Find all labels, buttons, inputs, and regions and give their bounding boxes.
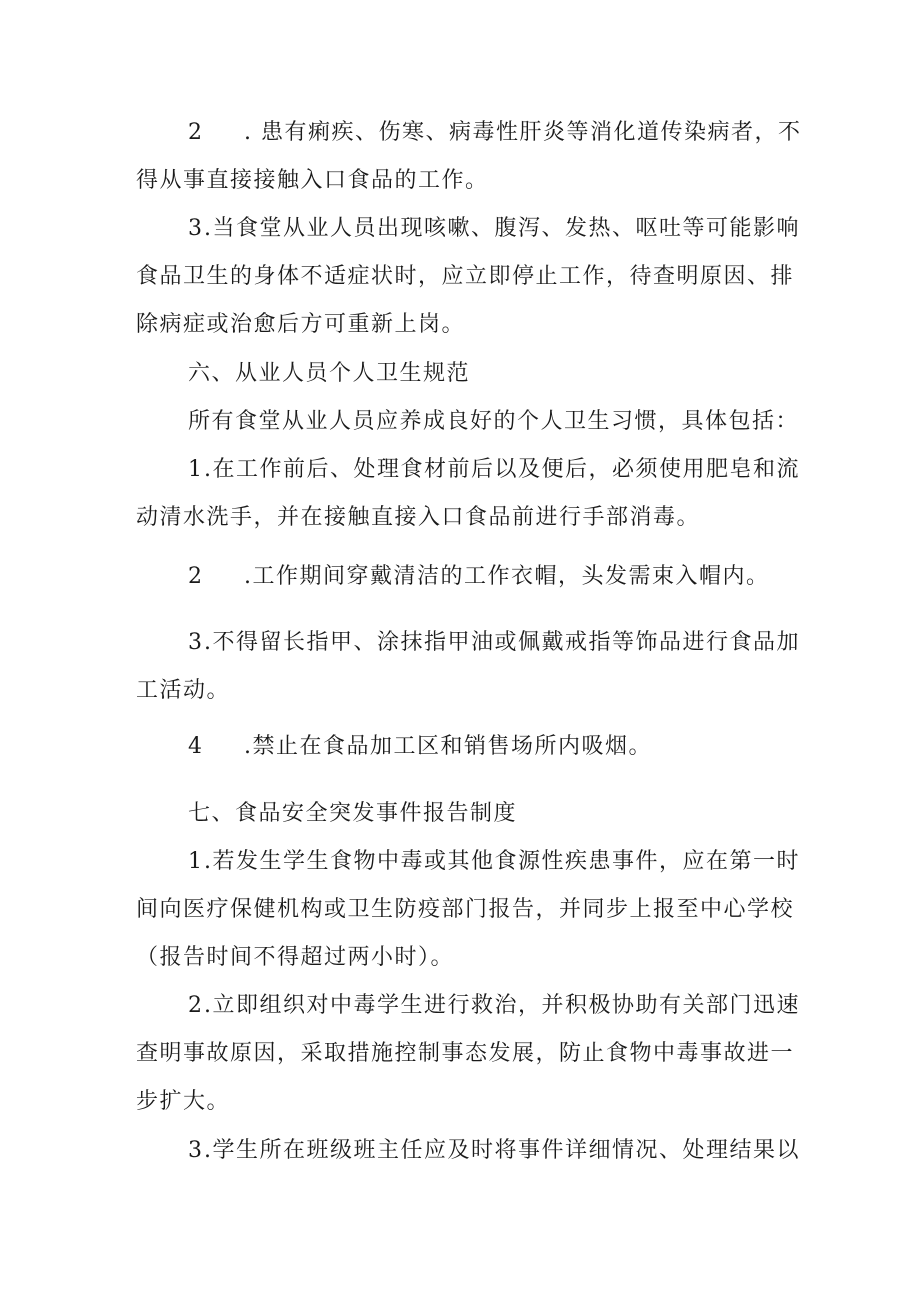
list-item [188,214,800,244]
list-item [188,991,800,1021]
item-text: .不得留长指甲、涂抹指甲油或佩戴戒指等饰品进行食品加 [204,630,800,655]
item-continuation: 工活动。 [136,678,231,703]
item-continuation: 步扩大。 [136,1089,231,1114]
item-number: 3 [188,630,204,655]
item-number: 4 [188,734,204,759]
section-heading: 七、食品安全突发事件报告制度 [188,801,518,826]
item-continuation: 动清水洗手，并在接触直接入口食品前进行手部消毒。 [136,505,701,530]
list-item [188,847,800,877]
list-item [188,562,770,592]
item-continuation: 食品卫生的身体不适症状时，应立即停止工作，待查明原因、排 [136,264,795,289]
item-text: .若发生学生食物中毒或其他食源性疾患事件，应在第一时 [204,849,800,874]
item-text: .工作期间穿戴清洁的工作衣帽，头发需束入帽内。 [244,564,770,589]
item-number: 3 [188,1138,204,1163]
list-item [188,732,652,762]
item-number: 1 [188,457,204,482]
item-continuation: 间向医疗保健机构或卫生防疫部门报告，并同步上报至中心学校 [136,897,795,922]
item-text: .立即组织对中毒学生进行救治，并积极协助有关部门迅速 [204,993,800,1018]
item-text: .当食堂从业人员出现咳嗽、腹泻、发热、呕吐等可能影响 [204,216,800,241]
item-text: .在工作前后、处理食材前后以及便后，必须使用肥皂和流 [204,457,800,482]
item-continuation: 查明事故原因，采取措施控制事态发展，防止食物中毒事故进一 [136,1041,795,1066]
item-text: .学生所在班级班主任应及时将事件详细情况、处理结果以 [204,1138,800,1163]
list-item [188,118,802,148]
item-number: 2 [188,120,204,145]
list-item [188,628,800,658]
item-continuation: 除病症或治愈后方可重新上岗。 [136,312,466,337]
item-text: . 患有痢疾、伤寒、病毒性肝炎等消化道传染病者，不 [244,120,802,145]
section-heading: 六、从业人员个人卫生规范 [188,361,471,386]
item-text: .禁止在食品加工区和销售场所内吸烟。 [244,734,652,759]
list-item [188,1136,800,1166]
item-number: 2 [188,993,204,1018]
item-number: 1 [188,849,204,874]
section-intro: 所有食堂从业人员应养成良好的个人卫生习惯，具体包括： [188,409,800,434]
item-continuation: 得从事直接接触入口食品的工作。 [136,168,489,193]
item-number: 2 [188,564,204,589]
list-item [188,455,800,485]
item-continuation: （报告时间不得超过两小时）。 [136,945,455,970]
item-number: 3 [188,216,204,241]
